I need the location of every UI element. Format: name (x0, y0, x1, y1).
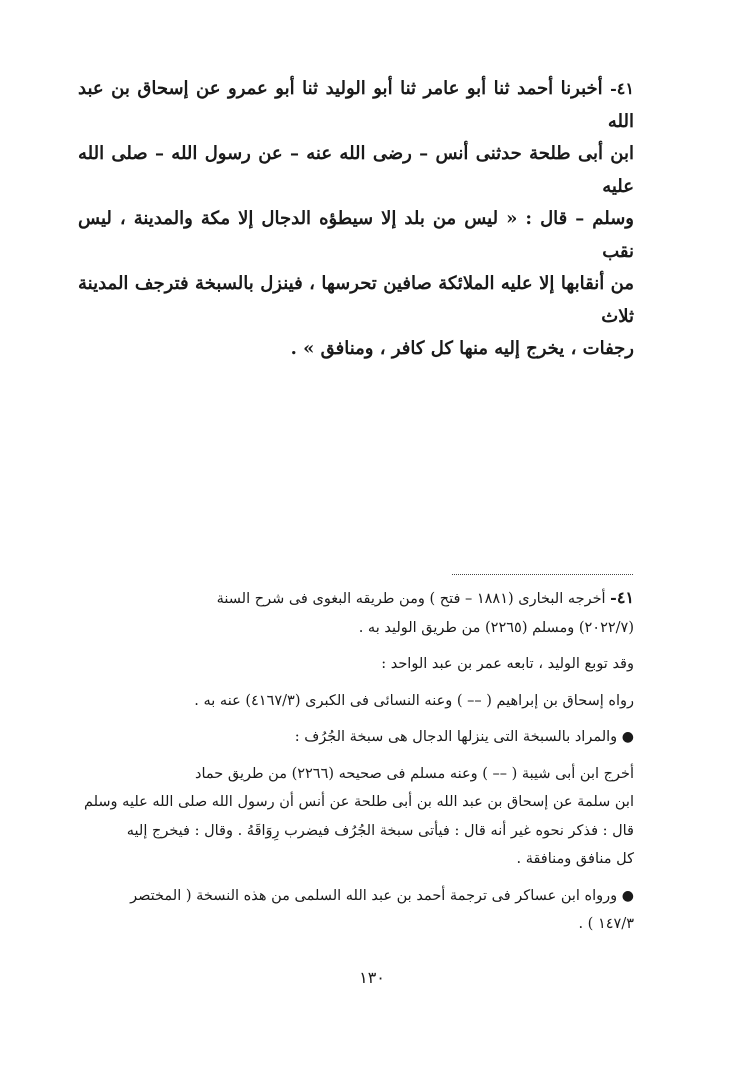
footnote-line: (٢٠٢٢/٧) ومسلم (٢٢٦٥) من طريق الوليد به . (358, 619, 634, 636)
page-number: ١٣٠ (359, 968, 385, 987)
hadith-number: ٤١- (610, 79, 634, 98)
footnote-line: كل منافق ومنافقة . (516, 851, 634, 867)
hadith-line: ابن أبى طلحة حدثنى أنس – رضى الله عنه – عن رسول الله – صلى الله عليه (78, 143, 634, 197)
footnote-line: رواه إسحاق بن إبراهيم ( –– ) وعنه النسائى فى الكبرى (٤١٦٧/٣) عنه به . (194, 692, 634, 709)
bullet-icon: ● (621, 887, 634, 904)
hadith-line: وسلم – قال : « ليس من بلد إلا سيطؤه الدجال إلا مكة والمدينة ، ليس نقب (78, 208, 634, 262)
footnote-line: وقد توبع الوليد ، تابعه عمر بن عبد الواحد : (381, 656, 634, 672)
footnote-line: ● ورواه ابن عساكر فى ترجمة أحمد بن عبد الله السلمى من هذه النسخة ( المختصر (130, 887, 634, 904)
bullet-icon: ● (621, 729, 634, 745)
footnote-line: أخرج ابن أبى شيبة ( –– ) وعنه مسلم فى صحيحه (٢٢٦٦) من طريق حماد (195, 765, 634, 782)
hadith-line: ٤١- أخبرنا أحمد ثنا أبو عامر ثنا أبو الوليد ثنا أبو عمرو عن إسحاق بن عبد الله (78, 78, 634, 132)
footnote-line: ابن سلمة عن إسحاق بن عبد الله بن أبى طلحة عن أنس أن رسول الله صلى الله عليه وسلم (83, 794, 634, 810)
footnote-line: ٤١- أخرجه البخارى (١٨٨١ – فتح ) ومن طريقه البغوى فى شرح السنة (216, 588, 634, 607)
footnote-number: ٤١- (610, 588, 634, 607)
hadith-text (78, 73, 634, 366)
hadith-line: رجفات ، يخرج إليه منها كل كافر ، ومنافق » . (290, 338, 634, 359)
footnotes (78, 584, 634, 939)
footnote-line: ● والمراد بالسبخة التى ينزلها الدجال هى سبخة الجُرُف : (294, 729, 634, 745)
footnote-line: ١٤٧/٣ ) . (578, 916, 634, 932)
footnote-separator (452, 574, 633, 575)
footnote-line: قال : فذكر نحوه غير أنه قال : فيأتى سبخة الجُرُف فيضرب رِوَاقَهُ . وقال : فيخرج إليه (126, 822, 634, 839)
hadith-line: من أنقابها إلا عليه الملائكة صافين تحرسها ، فينزل بالسبخة فترجف المدينة ثلاث (78, 273, 635, 327)
